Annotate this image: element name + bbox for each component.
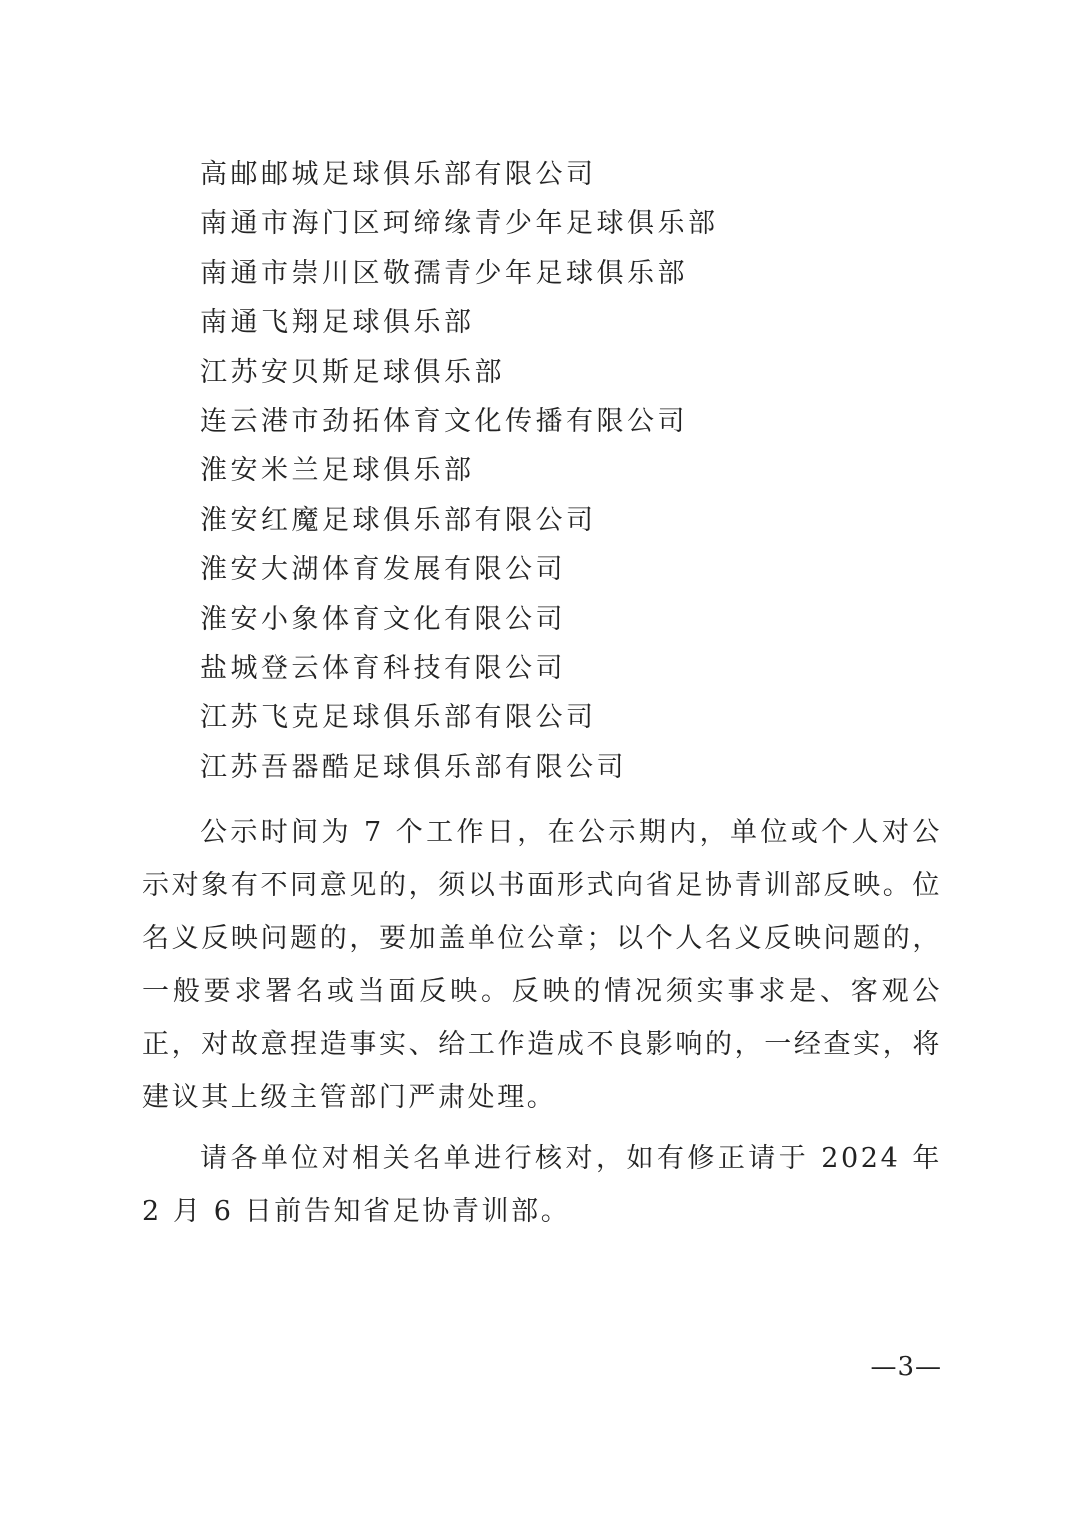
list-item: 连云港市劲拓体育文化传播有限公司 bbox=[200, 405, 688, 437]
list-item: 南通市崇川区敬孺青少年足球俱乐部 bbox=[200, 257, 688, 289]
club-list bbox=[200, 150, 960, 792]
list-item: 淮安大湖体育发展有限公司 bbox=[200, 554, 566, 586]
list-item: 淮安红魔足球俱乐部有限公司 bbox=[200, 504, 597, 536]
list-item: 江苏安贝斯足球俱乐部 bbox=[200, 356, 505, 388]
list-item: 江苏飞克足球俱乐部有限公司 bbox=[200, 702, 597, 734]
list-item: 江苏吾器酷足球俱乐部有限公司 bbox=[200, 751, 627, 783]
list-item: 高邮邮城足球俱乐部有限公司 bbox=[200, 159, 597, 190]
list-item: 淮安小象体育文化有限公司 bbox=[200, 603, 566, 635]
publicity-paragraph: 公示时间为 7 个工作日，在公示期内，单位或个人对公示对象有不同意见的，须以书面形式向省足协青训部反映。位名义反映问题的，要加盖单位公章；以个人名义反映问题的，一般要求署名或当面反映。反映的情况须实事求是、客观公正，对故意捏造事实、给工作造成不良影响的，一经查实，将建议其上级主管部门严肃处理。 bbox=[142, 817, 942, 1113]
page-number: —3— bbox=[870, 1352, 942, 1382]
list-item: 淮安米兰足球俱乐部 bbox=[200, 455, 475, 487]
list-item: 盐城登云体育科技有限公司 bbox=[200, 652, 566, 684]
list-item: 南通市海门区珂缔缘青少年足球俱乐部 bbox=[200, 208, 719, 240]
verification-paragraph: 请各单位对相关名单进行核对，如有修正请于 2024 年 2 月 6 日前告知省足协青训部。 bbox=[142, 1143, 942, 1227]
list-item: 南通飞翔足球俱乐部 bbox=[200, 307, 475, 339]
